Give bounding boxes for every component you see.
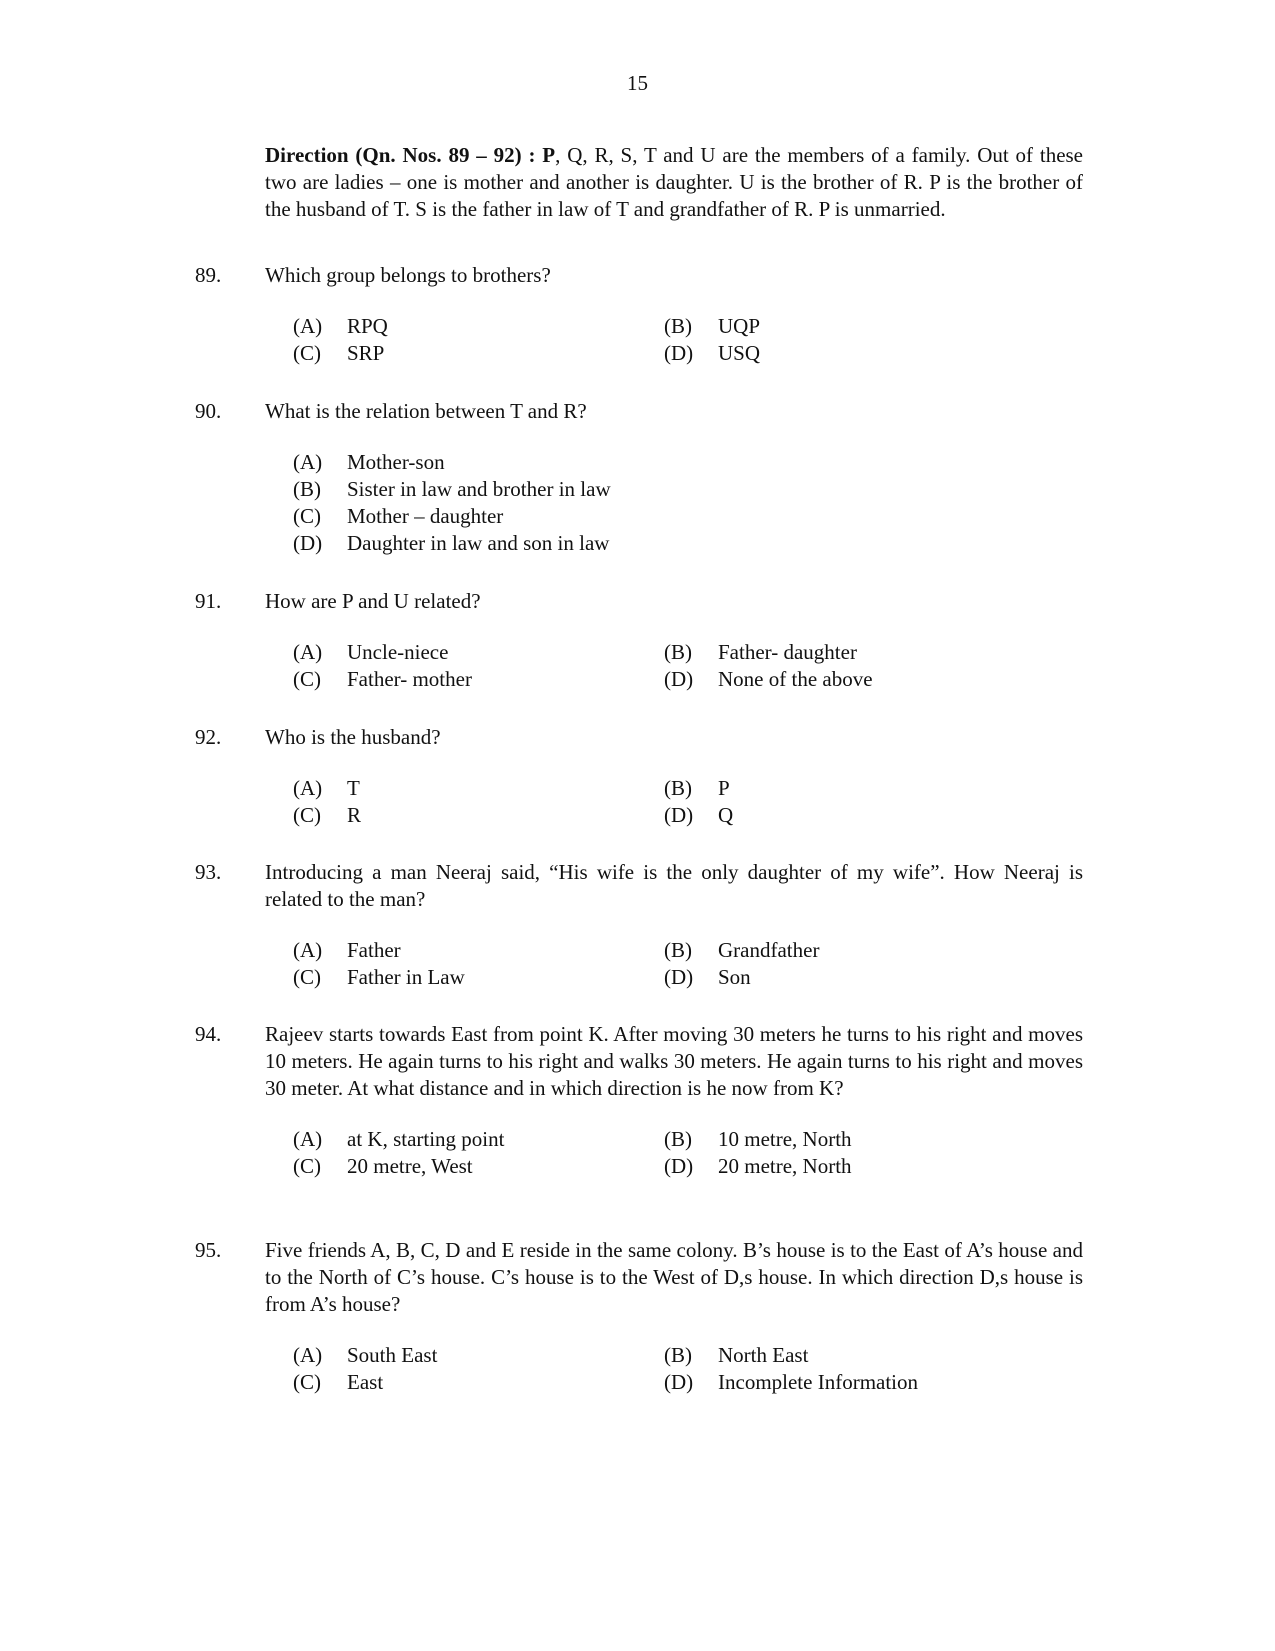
option-letter: (A) bbox=[293, 314, 323, 338]
question-number: 89. bbox=[195, 263, 222, 287]
option-c[interactable] bbox=[293, 666, 472, 692]
option-text: UQP bbox=[718, 314, 761, 338]
options-grid bbox=[293, 639, 1083, 693]
question-text: Introducing a man Neeraj said, “His wife is the only daughter of my wife”. How Neeraj is related to the man? bbox=[265, 860, 1083, 911]
option-letter: (D) bbox=[664, 1370, 694, 1394]
question-text: Five friends A, B, C, D and E reside in the same colony. B’s house is to the East of A’s house and to the North of C’s house. C’s house is to the West of D,s house. In which direction D,s house is from A’s house? bbox=[265, 1238, 1083, 1316]
question-text: Who is the husband? bbox=[265, 725, 441, 749]
option-text: Grandfather bbox=[718, 938, 820, 962]
option-letter: (B) bbox=[293, 477, 321, 501]
question-90 bbox=[195, 398, 1083, 557]
option-text: North East bbox=[718, 1343, 809, 1367]
option-letter: (B) bbox=[664, 1343, 692, 1367]
option-letter: (C) bbox=[293, 803, 321, 827]
option-letter: (B) bbox=[664, 1127, 692, 1151]
option-b[interactable] bbox=[293, 476, 611, 502]
option-text: Mother – daughter bbox=[347, 504, 504, 528]
option-letter: (D) bbox=[293, 531, 323, 555]
option-b[interactable] bbox=[664, 313, 760, 339]
option-text: Father- daughter bbox=[718, 640, 857, 664]
option-d[interactable] bbox=[664, 1153, 852, 1179]
option-letter: (C) bbox=[293, 504, 321, 528]
option-a[interactable] bbox=[293, 639, 448, 665]
question-number: 93. bbox=[195, 860, 222, 884]
option-b[interactable] bbox=[664, 937, 819, 963]
option-letter: (B) bbox=[664, 314, 692, 338]
option-a[interactable] bbox=[293, 937, 401, 963]
option-letter: (D) bbox=[664, 803, 694, 827]
option-text: Son bbox=[718, 965, 751, 989]
option-text: Incomplete Information bbox=[718, 1370, 919, 1394]
option-text: Father- mother bbox=[347, 667, 472, 691]
option-letter: (C) bbox=[293, 341, 321, 365]
option-c[interactable] bbox=[293, 1153, 473, 1179]
option-text: T bbox=[347, 776, 360, 800]
option-a[interactable] bbox=[293, 775, 360, 801]
option-text: 20 metre, North bbox=[718, 1154, 852, 1178]
option-letter: (A) bbox=[293, 1343, 323, 1367]
question-92 bbox=[195, 724, 1083, 829]
question-number: 95. bbox=[195, 1238, 222, 1262]
options-grid bbox=[293, 775, 1083, 829]
option-letter: (D) bbox=[664, 1154, 694, 1178]
options-grid bbox=[293, 313, 1083, 367]
option-a[interactable] bbox=[293, 449, 445, 475]
direction-lead: P bbox=[542, 143, 556, 167]
option-d[interactable] bbox=[293, 530, 609, 556]
option-c[interactable] bbox=[293, 802, 361, 828]
option-a[interactable] bbox=[293, 1126, 504, 1152]
question-number: 94. bbox=[195, 1022, 222, 1046]
option-letter: (C) bbox=[293, 965, 321, 989]
option-b[interactable] bbox=[664, 639, 857, 665]
option-b[interactable] bbox=[664, 775, 730, 801]
options-grid bbox=[293, 1126, 1083, 1180]
option-text: USQ bbox=[718, 341, 761, 365]
option-letter: (C) bbox=[293, 667, 321, 691]
option-c[interactable] bbox=[293, 964, 465, 990]
option-d[interactable] bbox=[664, 1369, 918, 1395]
question-text: How are P and U related? bbox=[265, 589, 481, 613]
question-89 bbox=[195, 262, 1083, 367]
option-letter: (B) bbox=[664, 776, 692, 800]
option-letter: (C) bbox=[293, 1370, 321, 1394]
option-text: Q bbox=[718, 803, 734, 827]
option-a[interactable] bbox=[293, 313, 388, 339]
direction-text: , Q, R, S, T and U are the members of a family. Out of these two are ladies – one is mother and another is daughter. U is the brother of R. P is the brother of the husband of T. S is the father in law of T and grandfather of R. P is unmarried. bbox=[265, 143, 1084, 221]
options-list bbox=[293, 449, 1083, 557]
direction-paragraph bbox=[265, 142, 1083, 223]
option-text: RPQ bbox=[347, 314, 388, 338]
question-93 bbox=[195, 859, 1083, 991]
option-letter: (A) bbox=[293, 640, 323, 664]
option-letter: (A) bbox=[293, 1127, 323, 1151]
question-95 bbox=[195, 1237, 1083, 1396]
question-94 bbox=[195, 1021, 1083, 1180]
option-text: East bbox=[347, 1370, 384, 1394]
options-grid bbox=[293, 1342, 1083, 1396]
page-number: 15 bbox=[627, 71, 648, 95]
option-c[interactable] bbox=[293, 340, 384, 366]
option-text: South East bbox=[347, 1343, 438, 1367]
option-c[interactable] bbox=[293, 1369, 383, 1395]
option-d[interactable] bbox=[664, 340, 760, 366]
option-letter: (D) bbox=[664, 667, 694, 691]
option-text: Uncle-niece bbox=[347, 640, 449, 664]
question-number: 91. bbox=[195, 589, 222, 613]
option-text: Daughter in law and son in law bbox=[347, 531, 610, 555]
question-number: 92. bbox=[195, 725, 222, 749]
option-letter: (B) bbox=[664, 640, 692, 664]
question-text: What is the relation between T and R? bbox=[265, 399, 587, 423]
option-text: Mother-son bbox=[347, 450, 445, 474]
option-text: Sister in law and brother in law bbox=[347, 477, 611, 501]
option-text: SRP bbox=[347, 341, 385, 365]
option-a[interactable] bbox=[293, 1342, 437, 1368]
question-number: 90. bbox=[195, 399, 222, 423]
option-text: Father bbox=[347, 938, 401, 962]
option-text: at K, starting point bbox=[347, 1127, 505, 1151]
option-text: Father in Law bbox=[347, 965, 465, 989]
option-text: None of the above bbox=[718, 667, 873, 691]
option-d[interactable] bbox=[664, 964, 751, 990]
question-91 bbox=[195, 588, 1083, 693]
option-text: P bbox=[718, 776, 730, 800]
option-text: 10 metre, North bbox=[718, 1127, 852, 1151]
option-letter: (B) bbox=[664, 938, 692, 962]
question-text: Which group belongs to brothers? bbox=[265, 263, 551, 287]
option-text: R bbox=[347, 803, 362, 827]
option-b[interactable] bbox=[664, 1126, 852, 1152]
option-letter: (C) bbox=[293, 1154, 321, 1178]
option-d[interactable] bbox=[664, 666, 873, 692]
option-c[interactable] bbox=[293, 503, 503, 529]
option-letter: (D) bbox=[664, 341, 694, 365]
option-text: 20 metre, West bbox=[347, 1154, 473, 1178]
option-b[interactable] bbox=[664, 1342, 808, 1368]
option-d[interactable] bbox=[664, 802, 733, 828]
question-text: Rajeev starts towards East from point K. After moving 30 meters he turns to his right and moves 10 meters. He again turns to his right and walks 30 meters. He again turns to his right and moves 30 meter. At what distance and in which direction is he now from K? bbox=[265, 1022, 1083, 1100]
options-grid bbox=[293, 937, 1083, 991]
option-letter: (A) bbox=[293, 776, 323, 800]
option-letter: (D) bbox=[664, 965, 694, 989]
direction-label: Direction (Qn. Nos. 89 – 92) : bbox=[265, 143, 536, 167]
option-letter: (A) bbox=[293, 938, 323, 962]
option-letter: (A) bbox=[293, 450, 323, 474]
